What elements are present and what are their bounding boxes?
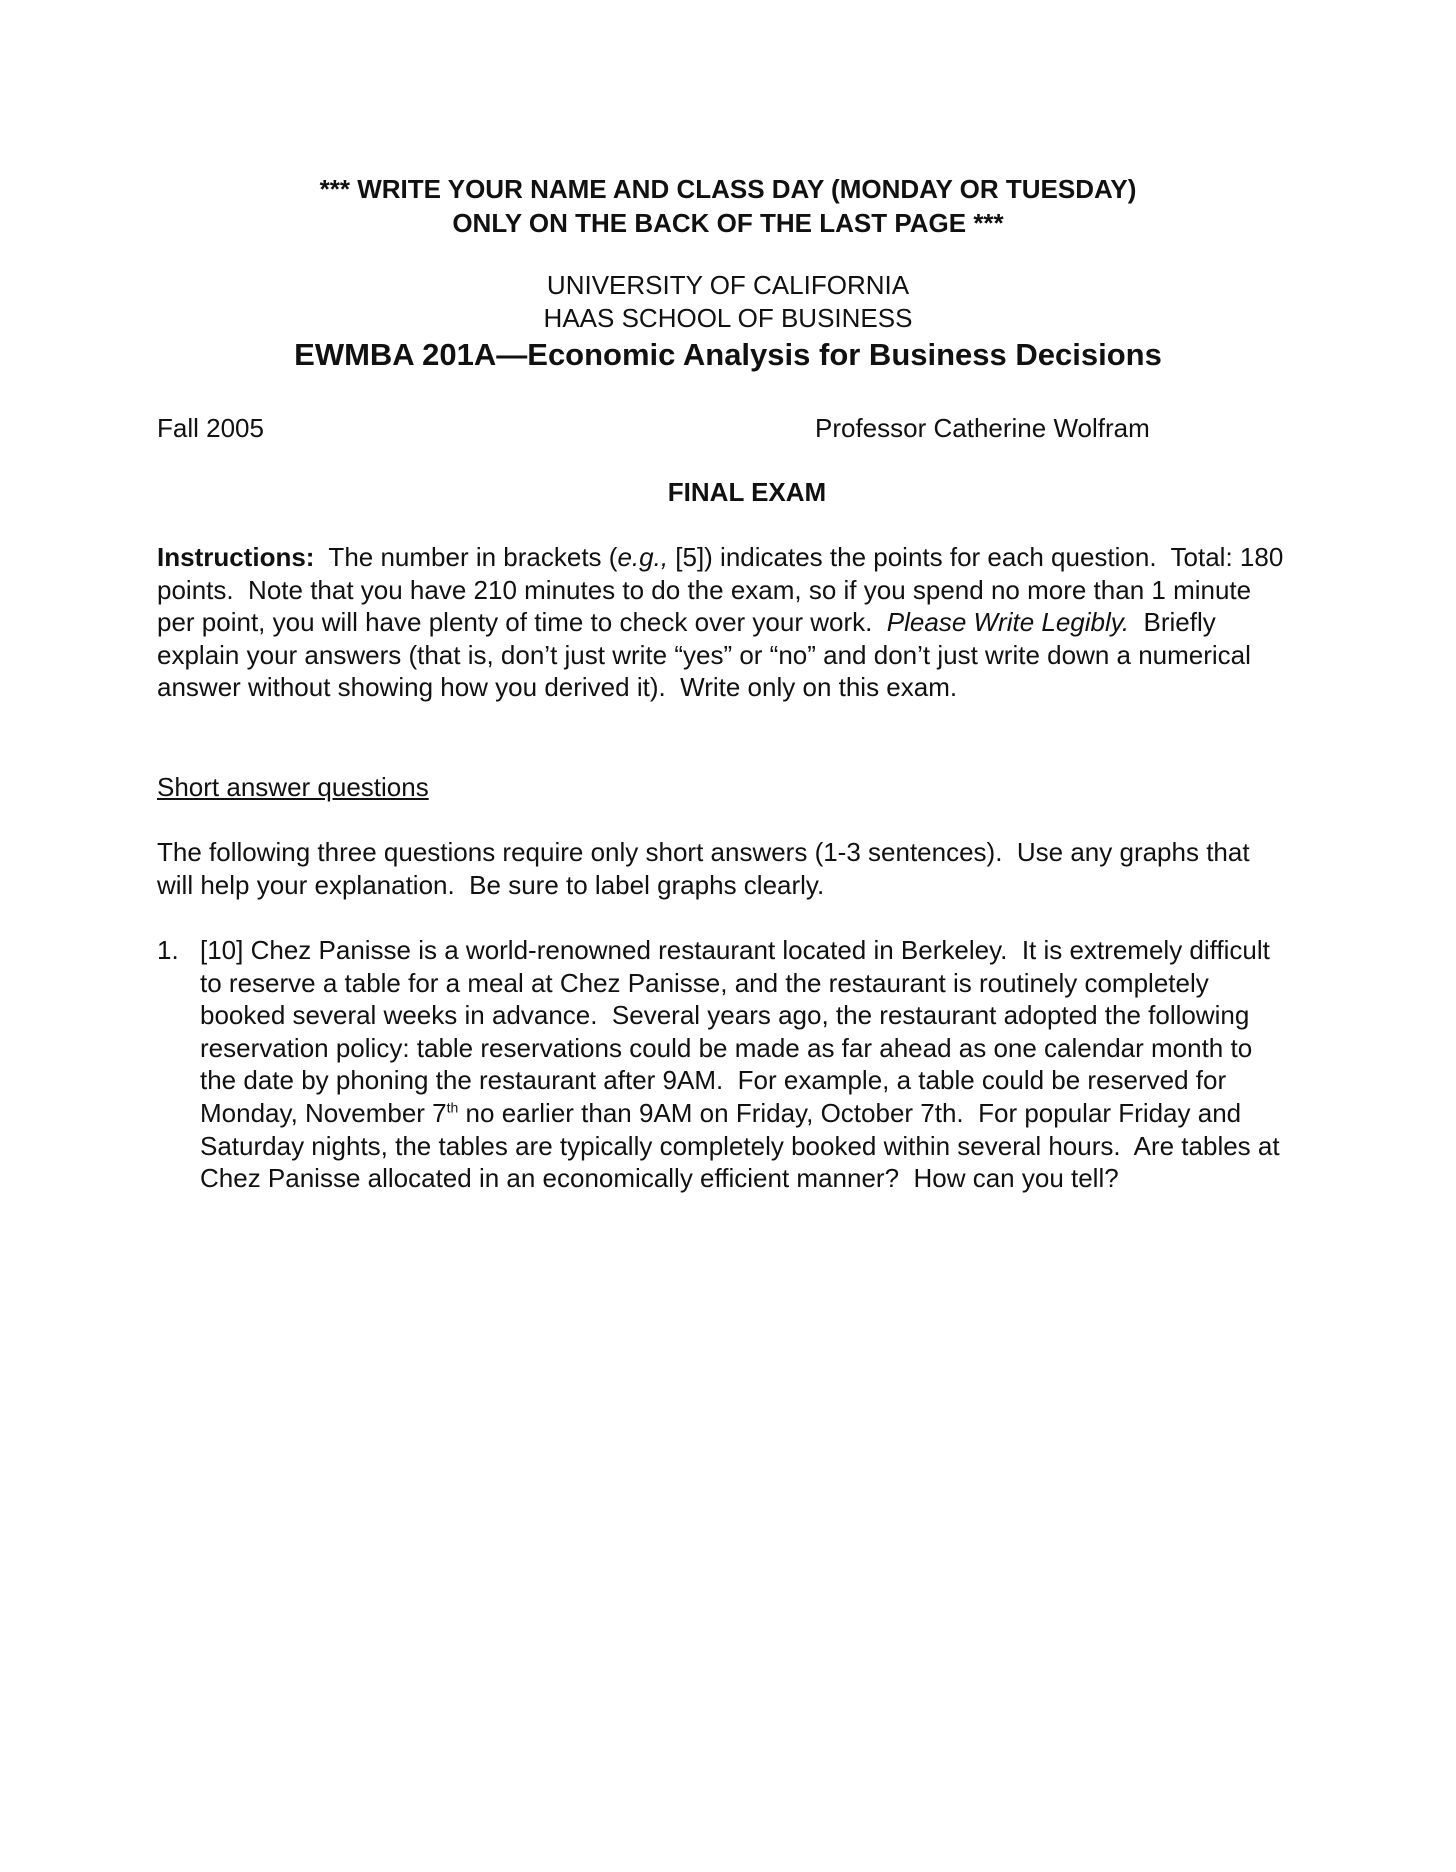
university-name: UNIVERSITY OF CALIFORNIA: [546, 270, 910, 300]
question-text-1: [10] Chez Panisse is a world-renowned restaurant located in Berkeley. It is extremely difficult to reserve a table for a meal at Chez Panisse, and the restaurant is routinely completely booked several weeks in advance. Several years ago, the restaurant adopted the following reservation policy: table reservations could be made as far ahead as one calendar month to the date by phoning the restaurant after 9AM. For example, a table could be reserved for Monday, November 7: [200, 935, 1278, 1128]
question-number: 1.: [157, 935, 179, 965]
question-text: [200, 934, 1292, 1195]
question-text-2: no earlier than 9AM on Friday, October 7th. For popular Friday and Saturday nights, the tables are typically completely booked within several hours. Are tables at Chez Panisse allocated in an economically efficient manner? How can you tell?: [200, 1097, 1287, 1194]
course-title: EWMBA 201A—Economic Analysis for Business Decisions: [294, 337, 1162, 372]
section-intro: The following three questions require only short answers (1-3 sentences). Use any graphs that will help your explanation. Be sure to label graphs clearly.: [157, 837, 1257, 900]
instructions-paragraph: [157, 541, 1292, 704]
school-name: HAAS SCHOOL OF BUSINESS: [543, 303, 913, 333]
instructions-text-2: [5]) indicates the points for each question. Total: 180 points. Note that you have 210 minutes to do the exam, so if you spend no more than 1 minute per point, you will have plenty of time to check over your work.: [157, 542, 1291, 638]
question-superscript: th: [446, 1099, 459, 1116]
section-heading: Short answer questions: [157, 772, 429, 802]
instructions-text-3: Briefly explain your answers (that is, don’t just write “yes” or “no” and don’t just write down a numerical answer without showing how you derived it). Write only on this exam.: [157, 607, 1259, 703]
name-warning-line-2: ONLY ON THE BACK OF THE LAST PAGE ***: [452, 208, 1004, 238]
professor-name: Professor Catherine Wolfram: [815, 413, 1150, 443]
instructions-text-1: The number in brackets (: [314, 542, 618, 572]
exam-title: FINAL EXAM: [667, 477, 827, 507]
term: Fall 2005: [157, 413, 264, 443]
instructions-legibly: Please Write Legibly.: [886, 607, 1130, 638]
instructions-label: Instructions:: [157, 542, 315, 572]
name-warning-line-1: *** WRITE YOUR NAME AND CLASS DAY (MONDAY OR TUESDAY): [319, 174, 1137, 204]
instructions-example: e.g.,: [617, 542, 669, 572]
